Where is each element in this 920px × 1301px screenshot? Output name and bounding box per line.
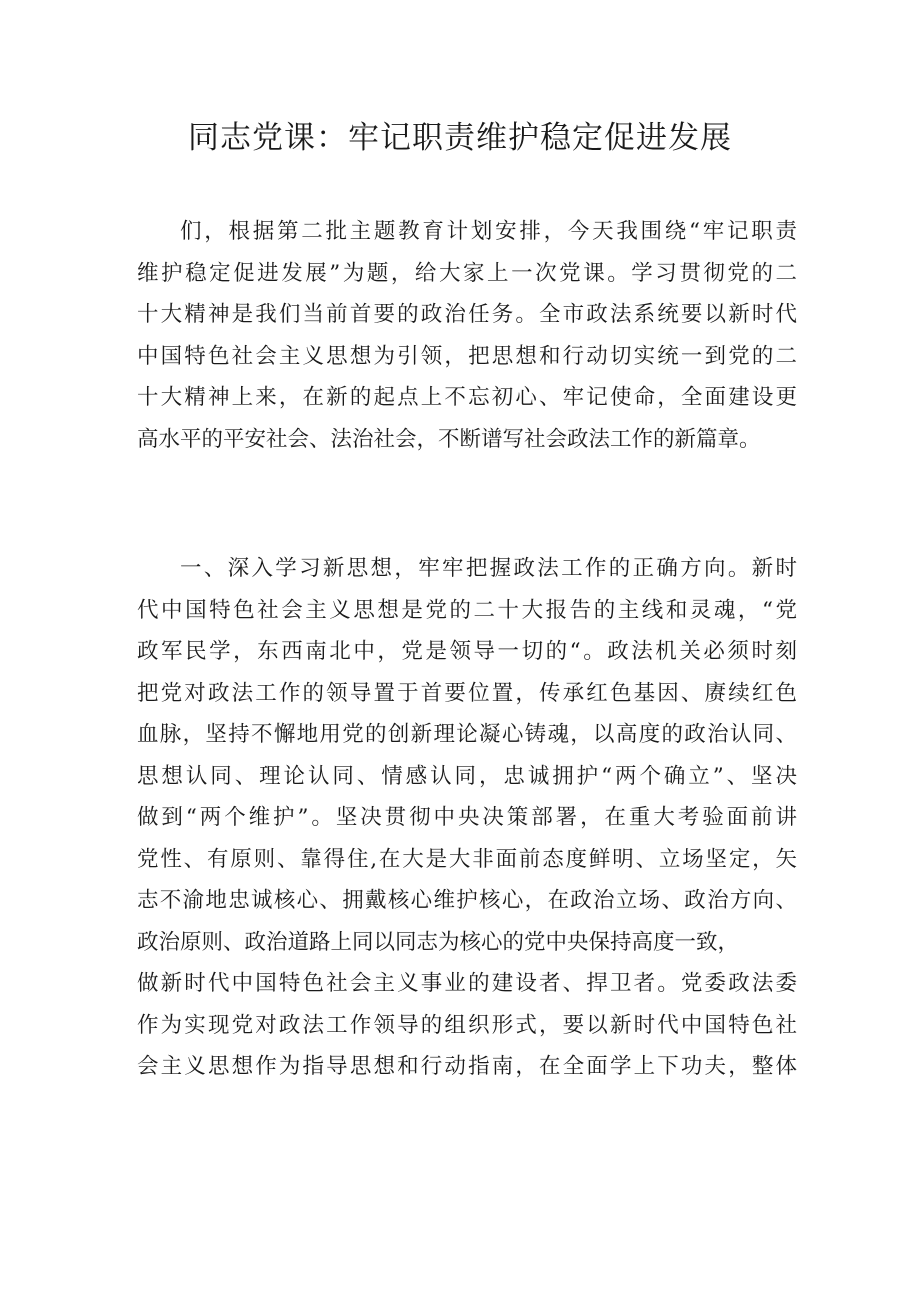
- text-line: 政治原则、政治道路上同以同志为核心的党中央保持高度一致，: [137, 929, 740, 955]
- document-title: 同志党课：牢记职责维护稳定促进发展: [188, 120, 732, 156]
- text-line: 维护稳定促进发展”为题，给大家上一次党课。学习贯彻党的二: [137, 260, 797, 286]
- text-line: 们，根据第二批主题教育计划安排，今天我围绕“牢记职责: [180, 219, 797, 244]
- text-line: 会主义思想作为指导思想和行动指南，在全面学上下功夫，整体: [137, 1054, 797, 1079]
- text-line: 中国特色社会主义思想为引领，把思想和行动切实统一到党的二: [137, 343, 797, 369]
- text-line: 党性、有原则、靠得住,在大是大非面前态度鲜明、立场坚定，矢: [137, 846, 797, 872]
- paragraph-intro: [137, 211, 797, 460]
- text-line: 思想认同、理论认同、情感认同，忠诚拥护“两个确立”、坚决: [137, 763, 797, 789]
- text-line: 十大精神上来，在新的起点上不忘初心、牢记使命，全面建设更: [137, 385, 797, 410]
- text-line: 政军民学，东西南北中，党是领导一切的“。政法机关必须时刻: [137, 639, 797, 664]
- text-line: 高水平的平安社会、法治社会，不断谱写社会政法工作的新篇章。: [137, 426, 761, 452]
- paragraph-section-one: [137, 548, 797, 1088]
- text-line: 一、深入学习新思想，牢牢把握政法工作的正确方向。新时: [180, 556, 797, 581]
- text-line: 志不渝地忠诚核心、拥戴核心维护核心，在政治立场、政治方向、: [137, 888, 797, 913]
- text-line: 做新时代中国特色社会主义事业的建设者、捍卫者。党委政法委: [137, 971, 797, 996]
- text-line: 把党对政法工作的领导置于首要位置，传承红色基因、赓续红色: [137, 680, 797, 706]
- text-line: 代中国特色社会主义思想是党的二十大报告的主线和灵魂，“党: [137, 597, 797, 623]
- text-line: 十大精神是我们当前首要的政治任务。全市政法系统要以新时代: [137, 302, 797, 327]
- text-line: 血脉，坚持不懈地用党的创新理论凝心铸魂，以高度的政治认同、: [137, 722, 797, 747]
- text-line: 作为实现党对政法工作领导的组织形式，要以新时代中国特色社: [137, 1012, 797, 1038]
- text-line: 做到“两个维护”。坚决贯彻中央决策部署，在重大考验面前讲: [137, 805, 797, 830]
